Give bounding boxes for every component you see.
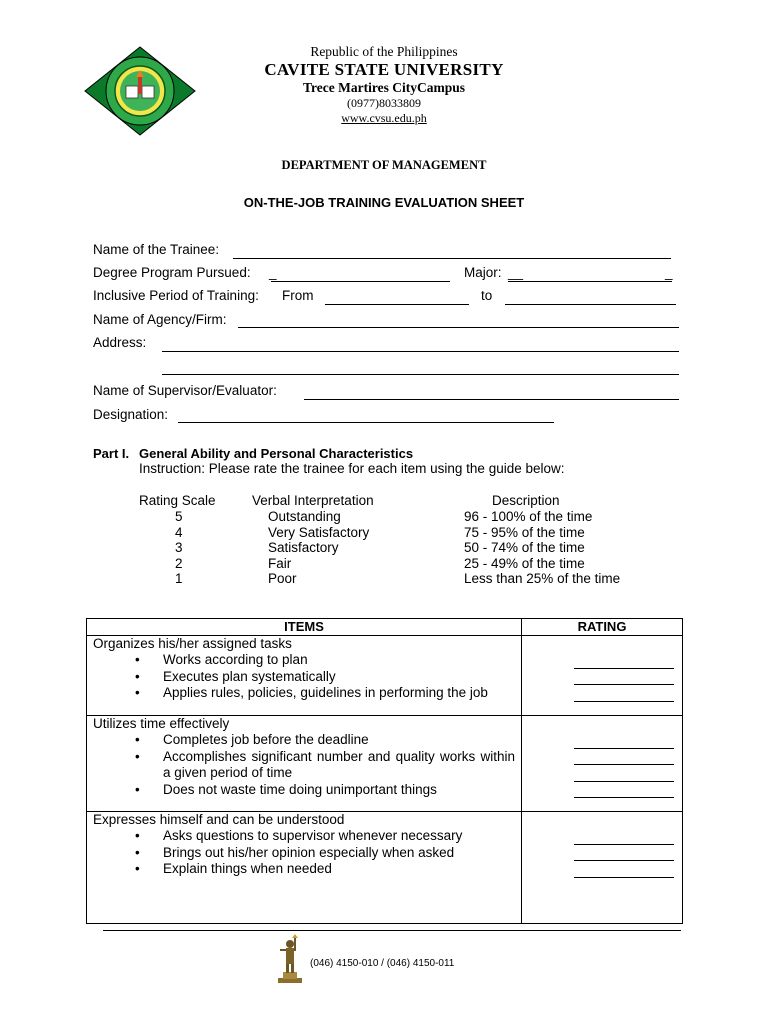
scale-verbal: Poor [268,571,297,586]
scale-header-rating: Rating Scale [139,493,216,508]
table-row [87,636,683,716]
period-label: Inclusive Period of Training: [93,288,259,303]
scale-verbal: Very Satisfactory [268,525,370,540]
part-heading: General Ability and Personal Characteristics [139,446,414,461]
scale-header-verbal: Verbal Interpretation [252,493,374,508]
statue-emblem [274,934,306,984]
group-title: Expresses himself and can be understood [93,812,345,827]
rating-field[interactable] [574,652,674,669]
address-field-line2[interactable] [162,374,679,375]
major-tail-text: _ [665,265,673,280]
university-seal [84,46,196,136]
rating-cell [522,716,683,812]
bullet-icon: • [135,828,140,843]
designation-field[interactable] [178,422,554,423]
evaluation-table [86,618,683,924]
part-prefix: Part I. [93,446,130,461]
scale-rating: 1 [175,571,183,586]
bullet-icon: • [135,861,140,876]
scale-rating: 5 [175,509,183,524]
items-cell [87,716,522,812]
supervisor-label: Name of Supervisor/Evaluator: [93,383,277,398]
rating-field[interactable] [574,732,674,749]
from-label: From [282,288,314,303]
rating-cell [522,812,683,924]
scale-desc: Less than 25% of the time [464,571,621,586]
items-cell [87,812,522,924]
header-phone: (0977)8033809 [347,96,421,110]
item-text: Applies rules, policies, guidelines in performing the job [163,685,488,700]
scale-rating: 3 [175,540,183,555]
group-title: Utilizes time effectively [93,716,230,731]
form-title: ON-THE-JOB TRAINING EVALUATION SHEET [243,195,525,210]
item-text: Completes job before the deadline [163,732,369,747]
trainee-field[interactable] [233,258,671,259]
instruction-text: Instruction: Please rate the trainee for each item using the guide below: [139,461,565,476]
item-text: Works according to plan [163,652,308,667]
rating-field[interactable] [574,845,674,862]
bullet-icon: • [135,781,140,797]
to-label: to [481,288,493,303]
major-fill-text: __ [508,265,524,280]
items-cell [87,636,522,716]
list-item [87,782,515,799]
bullet-icon: • [135,748,140,764]
table-header-row [87,619,683,636]
list-item [87,732,515,749]
item-text: Brings out his/her opinion especially when asked [163,844,455,860]
agency-field[interactable] [238,327,679,328]
bullet-icon: • [135,732,140,747]
degree-label: Degree Program Pursued: [93,265,251,280]
period-from-field[interactable] [325,304,469,305]
footer-phones: (046) 4150-010 / (046) 4150-011 [310,958,455,969]
scale-verbal: Satisfactory [268,540,339,555]
designation-label: Designation: [93,407,169,422]
table-row [87,812,683,924]
scale-verbal: Outstanding [268,509,341,524]
item-text: Executes plan systematically [163,668,336,684]
scale-desc: 50 - 74% of the time [464,540,585,555]
item-text: Does not waste time doing unimportant things [163,781,437,797]
scale-verbal: Fair [268,556,292,571]
table-row [87,716,683,812]
rating-cell [522,636,683,716]
website-link[interactable]: www.cvsu.edu.ph [341,111,427,125]
degree-fill-text: _ [269,265,277,280]
bullet-icon: • [135,844,140,860]
list-item [87,685,515,702]
period-to-field[interactable] [505,304,676,305]
list-item [87,845,515,862]
scale-desc: 75 - 95% of the time [464,525,585,540]
rating-field[interactable] [574,749,674,766]
rating-field[interactable] [574,765,674,782]
agency-label: Name of Agency/Firm: [93,312,227,327]
rating-field[interactable] [574,669,674,686]
rating-field[interactable] [574,828,674,845]
items-header: ITEMS [87,619,522,636]
rating-field[interactable] [574,685,674,702]
address-field-line1[interactable] [162,351,679,352]
campus-name: Trece Martires CityCampus [303,80,465,95]
rating-header: RATING [522,619,683,636]
item-text: Accomplishes significant number and quality works within a given period of time [163,748,516,780]
item-text: Explain things when needed [163,861,332,876]
scale-header-desc: Description [492,493,560,508]
bullet-icon: • [135,668,140,684]
item-text: Asks questions to supervisor whenever necessary [163,828,463,843]
list-item [87,669,515,686]
university-name: CAVITE STATE UNIVERSITY [264,60,504,79]
scale-desc: 25 - 49% of the time [464,556,585,571]
address-label: Address: [93,335,147,350]
trainee-label: Name of the Trainee: [93,242,220,257]
rating-field[interactable] [574,782,674,799]
department-title: DEPARTMENT OF MANAGEMENT [281,158,487,172]
list-item [87,828,515,845]
major-field[interactable] [508,281,672,282]
footer-divider [103,930,681,931]
list-item [87,652,515,669]
scale-desc: 96 - 100% of the time [464,509,593,524]
scale-rating: 4 [175,525,183,540]
major-label: Major: [464,265,502,280]
country-line: Republic of the Philippines [310,44,458,59]
degree-field[interactable] [271,281,450,282]
list-item [87,861,515,878]
supervisor-field[interactable] [304,399,679,400]
group-title: Organizes his/her assigned tasks [93,636,292,651]
rating-field[interactable] [574,861,674,878]
scale-rating: 2 [175,556,183,571]
bullet-icon: • [135,652,140,667]
list-item [87,749,515,782]
bullet-icon: • [135,685,140,700]
